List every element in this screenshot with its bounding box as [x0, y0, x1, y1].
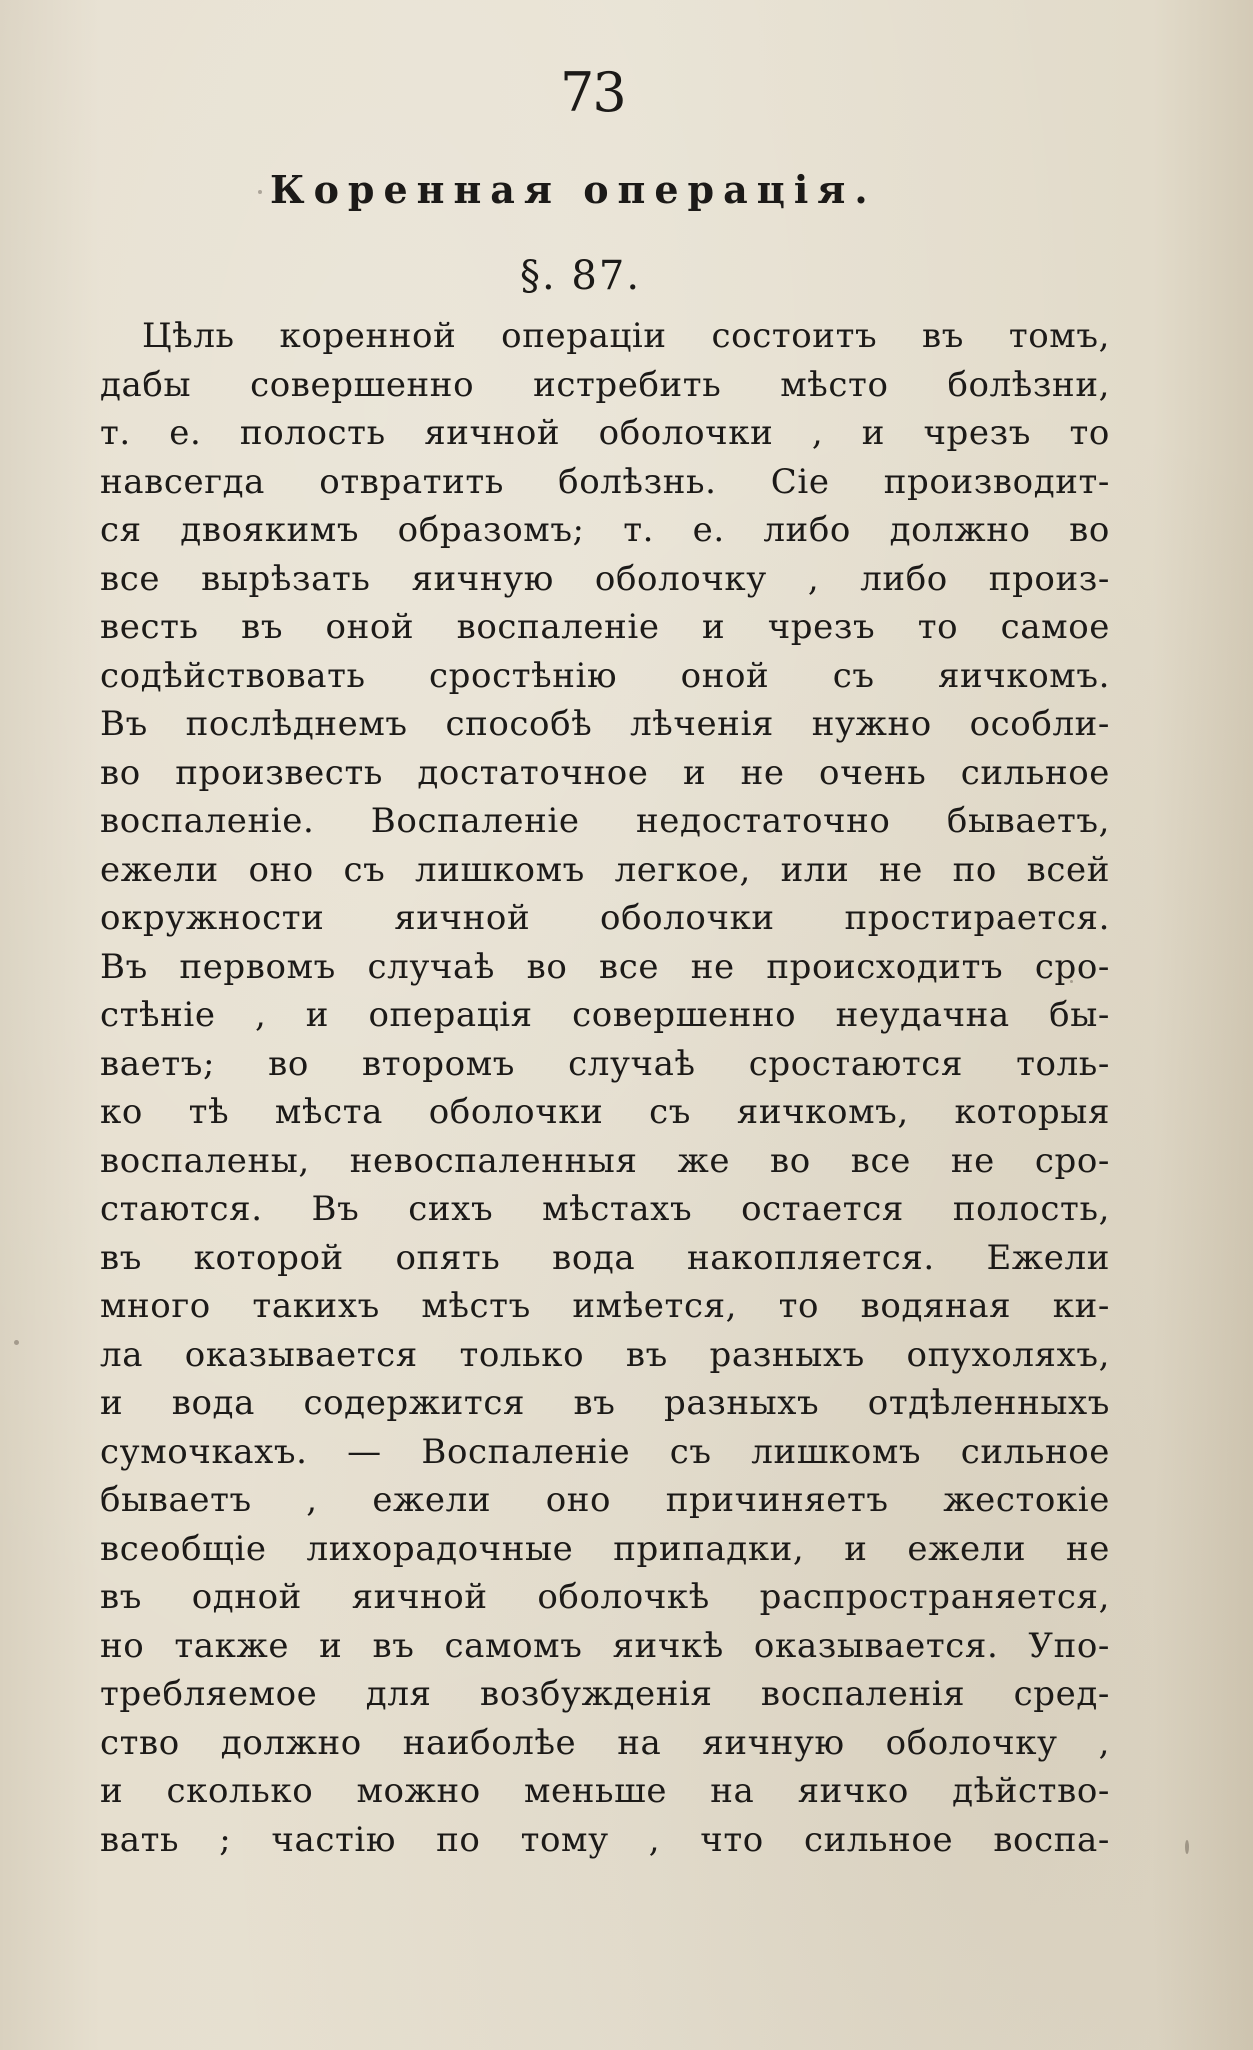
text-line: требляемое для возбужденія воспаленія сред-	[100, 1674, 1110, 1714]
text-line: всеобщіе лихорадочные припадки, и ежели не	[100, 1528, 1110, 1569]
text-line: и вода содержится въ разныхъ отдѣленныхъ	[100, 1383, 1110, 1423]
text-line: во произвесть достаточное и не очень сильное	[100, 752, 1110, 793]
paper-speck	[258, 190, 262, 194]
text-line: Въ послѣднемъ способѣ лѣченія нужно особли-	[100, 704, 1110, 744]
text-line: ла оказывается только въ разныхъ опухоляхъ,	[100, 1334, 1110, 1375]
text-line: навсегда отвратить болѣзнь. Сіе производит-	[100, 461, 1110, 502]
text-line: дабы совершенно истребить мѣсто болѣзни,	[100, 364, 1110, 405]
text-line: содѣйствовать сростѣнію оной съ яичкомъ.	[100, 655, 1110, 696]
text-line: т. е. полость яичной оболочки , и чрезъ то	[100, 413, 1110, 453]
section-number: §. 87.	[520, 253, 642, 299]
text-line: все вырѣзать яичную оболочку , либо произ-	[100, 558, 1110, 599]
text-line: воспалены, невоспаленныя же во все не сро-	[100, 1140, 1110, 1181]
text-line: Цѣль коренной операціи состоитъ въ томъ,	[142, 316, 1110, 356]
text-line: много такихъ мѣстъ имѣется, то водяная ки-	[100, 1286, 1110, 1326]
paper-speck	[14, 1340, 19, 1345]
text-line: стаются. Въ сихъ мѣстахъ остается полость,	[100, 1189, 1110, 1229]
text-line: ежели оно съ лишкомъ легкое, или не по всей	[100, 849, 1110, 890]
text-line: весть въ оной воспаленіе и чрезъ то самое	[100, 607, 1110, 647]
text-line: въ одной яичной оболочкѣ распространяется,	[100, 1577, 1110, 1617]
text-line: въ которой опять вода накопляется. Ежели	[100, 1237, 1110, 1278]
text-line: ство должно наиболѣе на яичную оболочку ,	[100, 1722, 1110, 1763]
text-line: сумочкахъ. — Воспаленіе съ лишкомъ сильное	[100, 1431, 1110, 1472]
text-line: бываетъ , ежели оно причиняетъ жестокіе	[100, 1480, 1110, 1520]
text-line: вать ; частію по тому , что сильное воспа-	[100, 1819, 1110, 1860]
chapter-title: Коренная операція.	[270, 167, 877, 212]
page-number: 73	[560, 61, 625, 124]
text-line: окружности яичной оболочки простирается.	[100, 898, 1110, 938]
text-line: Въ первомъ случаѣ во все не происходитъ сро-	[100, 946, 1110, 987]
text-line: и сколько можно меньше на яичко дѣйство-	[100, 1771, 1110, 1811]
text-line: ваетъ; во второмъ случаѣ сростаются толь-	[100, 1043, 1110, 1084]
text-line: стѣніе , и операція совершенно неудачна бы-	[100, 995, 1110, 1035]
paper-speck	[1185, 1840, 1189, 1854]
text-line: воспаленіе. Воспаленіе недостаточно бываетъ,	[100, 801, 1110, 841]
body-text	[100, 312, 1110, 1864]
text-line: но также и въ самомъ яичкѣ оказывается. Упо-	[100, 1625, 1110, 1666]
text-line: ся двоякимъ образомъ; т. е. либо должно во	[100, 510, 1110, 550]
paper-speck	[1070, 980, 1073, 983]
text-line: ко тѣ мѣста оболочки съ яичкомъ, которыя	[100, 1092, 1110, 1132]
